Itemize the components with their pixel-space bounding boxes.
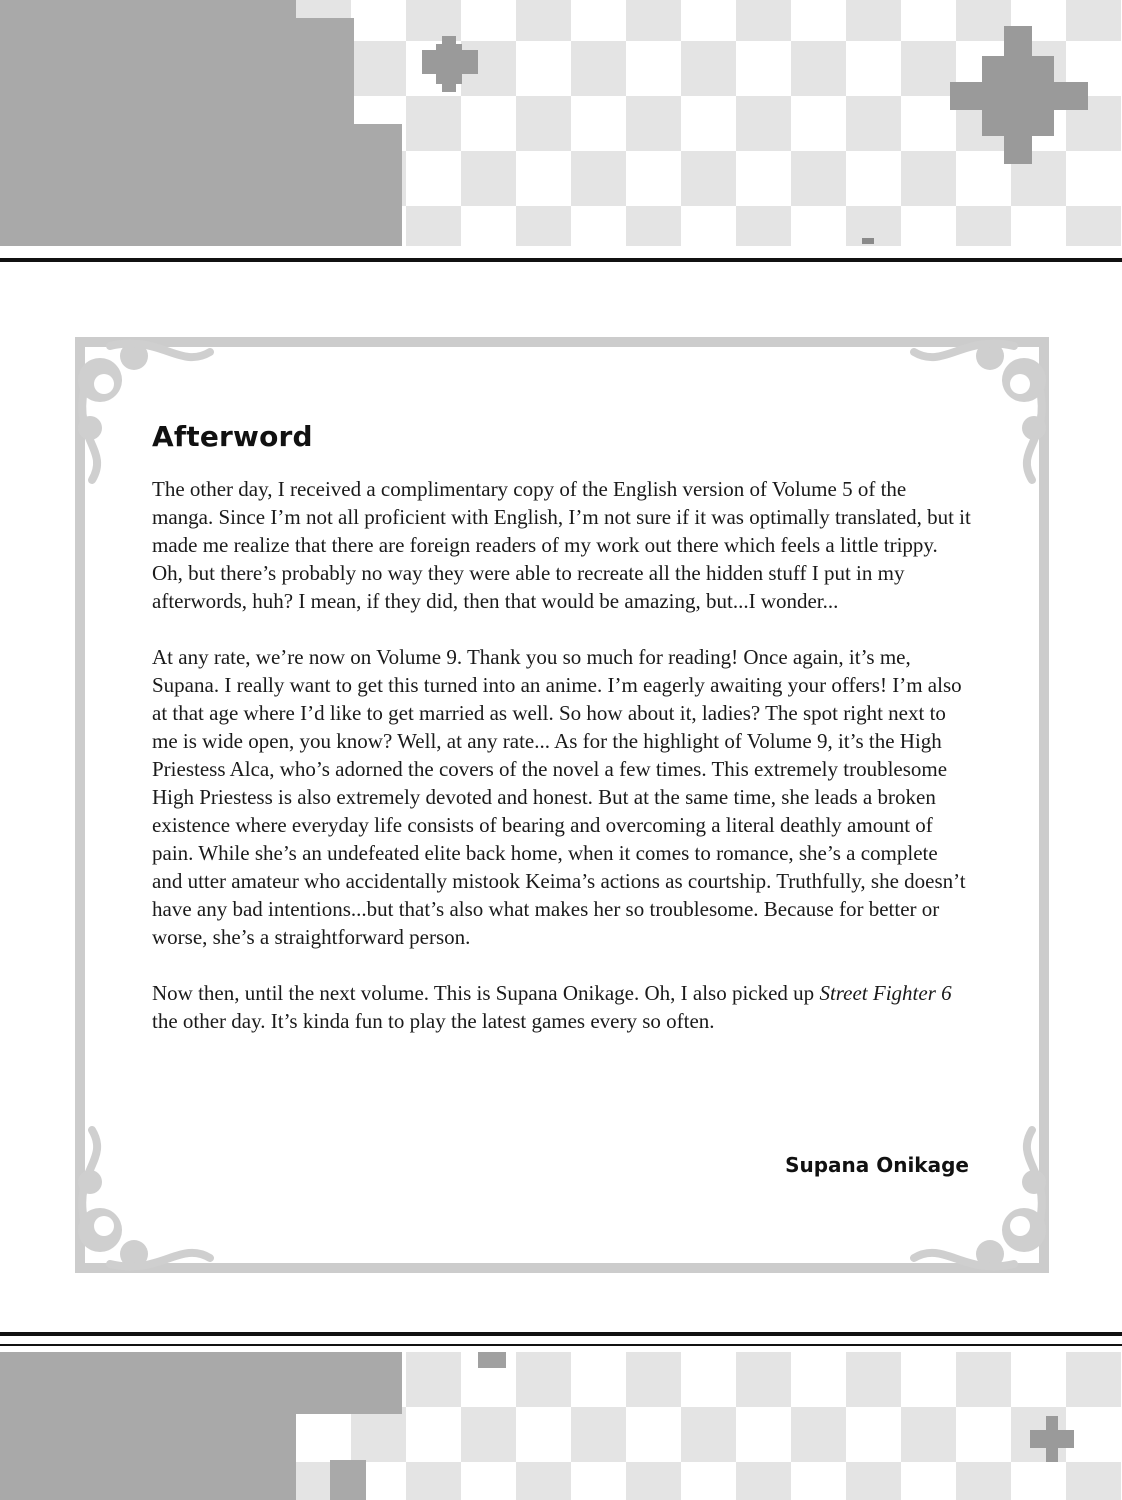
- checker-square: [1066, 0, 1121, 41]
- paragraph: At any rate, we’re now on Volume 9. Thank you so much for reading! Once again, it’s me, Supana. I really want to get this turned into an anime. I’m eagerly awaiting your offers! I’m also at that age where I’d like to get married as well. So how about it, ladies? The spot right next to me is wide open, you know? Well, at any rate... As for the highlight of Volume 9, it’s the High Priestess Alca, who’s adorned the covers of the novel a few times. This extremely troublesome High Priestess is also extremely devoted and honest. But at the same time, she leads a broken existence where everyday life consists of bearing and overcoming a literal deathly amount of pain. While she’s an undefeated elite back home, when it comes to romance, she’s a complete and utter amateur who accidentally mistook Keima’s actions as courtship. Truthfully, she doesn’t have any bad intentions...but that’s also what makes her so troublesome. Because for better or worse, she’s a straightforward person.: [152, 645, 966, 949]
- checker-square: [791, 151, 846, 206]
- checker-square: [846, 0, 901, 41]
- checker-square: [846, 96, 901, 151]
- afterword-content: [152, 420, 972, 1035]
- checker-square: [1066, 1352, 1121, 1407]
- checker-square: [516, 96, 571, 151]
- checker-square: [406, 1352, 461, 1407]
- checker-square: [516, 0, 571, 41]
- checker-square: [791, 41, 846, 96]
- checker-square: [956, 206, 1011, 246]
- checker-square: [901, 151, 956, 206]
- author-signature: Supana Onikage: [785, 1153, 969, 1177]
- checker-square: [736, 206, 791, 246]
- closing-text-pre: Now then, until the next volume. This is Supana Onikage. Oh, I also picked up: [152, 981, 820, 1005]
- checker-square: [351, 1407, 406, 1462]
- checker-square: [406, 96, 461, 151]
- checker-square: [1066, 206, 1121, 246]
- checker-square: [736, 96, 791, 151]
- checker-square: [516, 1352, 571, 1407]
- checker-square: [351, 41, 406, 96]
- checker-square: [571, 41, 626, 96]
- checker-square: [681, 151, 736, 206]
- checker-square: [626, 1352, 681, 1407]
- checker-square: [736, 0, 791, 41]
- checker-square: [956, 1352, 1011, 1407]
- checker-square: [846, 1352, 901, 1407]
- checker-square: [1066, 1462, 1121, 1500]
- checker-square: [626, 206, 681, 246]
- checker-square: [571, 151, 626, 206]
- checker-square: [406, 1462, 461, 1500]
- checker-pattern-top: [0, 0, 1122, 246]
- checker-pattern-bottom: [0, 1352, 1122, 1500]
- paragraph: The other day, I received a complimentary copy of the English version of Volume 5 of the manga. Since I’m not all proficient with English, I’m not sure if it was optimally translated, but it made me realize that there are foreign readers of my work out there which feels a little trippy. Oh, but there’s probably no way they were able to recreate all the hidden stuff I put in my afterwords, huh? I mean, if they did, then that would be amazing, but...I wonder...: [152, 477, 971, 613]
- checker-square: [791, 1407, 846, 1462]
- checker-square: [571, 1407, 626, 1462]
- bottom-rule: [0, 1332, 1122, 1336]
- checker-square: [516, 206, 571, 246]
- checker-square: [736, 1352, 791, 1407]
- checker-square: [736, 1462, 791, 1500]
- top-decorative-band: [0, 0, 1122, 246]
- checker-square: [516, 1462, 571, 1500]
- checker-square: [956, 0, 1011, 41]
- top-rule: [0, 258, 1122, 262]
- closing-text-post: the other day. It’s kinda fun to play the latest games every so often.: [152, 1009, 715, 1033]
- checker-square: [901, 41, 956, 96]
- checker-square: [406, 206, 461, 246]
- checker-square: [846, 1462, 901, 1500]
- checker-square: [681, 41, 736, 96]
- checker-square: [406, 0, 461, 41]
- checker-square: [626, 96, 681, 151]
- bottom-rule-thin: [0, 1344, 1122, 1346]
- checker-square: [901, 1407, 956, 1462]
- bottom-decorative-band: [0, 1352, 1122, 1500]
- game-title: Street Fighter 6: [819, 981, 952, 1005]
- checker-square: [626, 1462, 681, 1500]
- checker-square: [626, 0, 681, 41]
- page-title: Afterword: [152, 420, 313, 453]
- closing-paragraph: [152, 979, 972, 1035]
- checker-square: [681, 1407, 736, 1462]
- checker-square: [461, 151, 516, 206]
- checker-square: [461, 1407, 516, 1462]
- checker-square: [956, 1462, 1011, 1500]
